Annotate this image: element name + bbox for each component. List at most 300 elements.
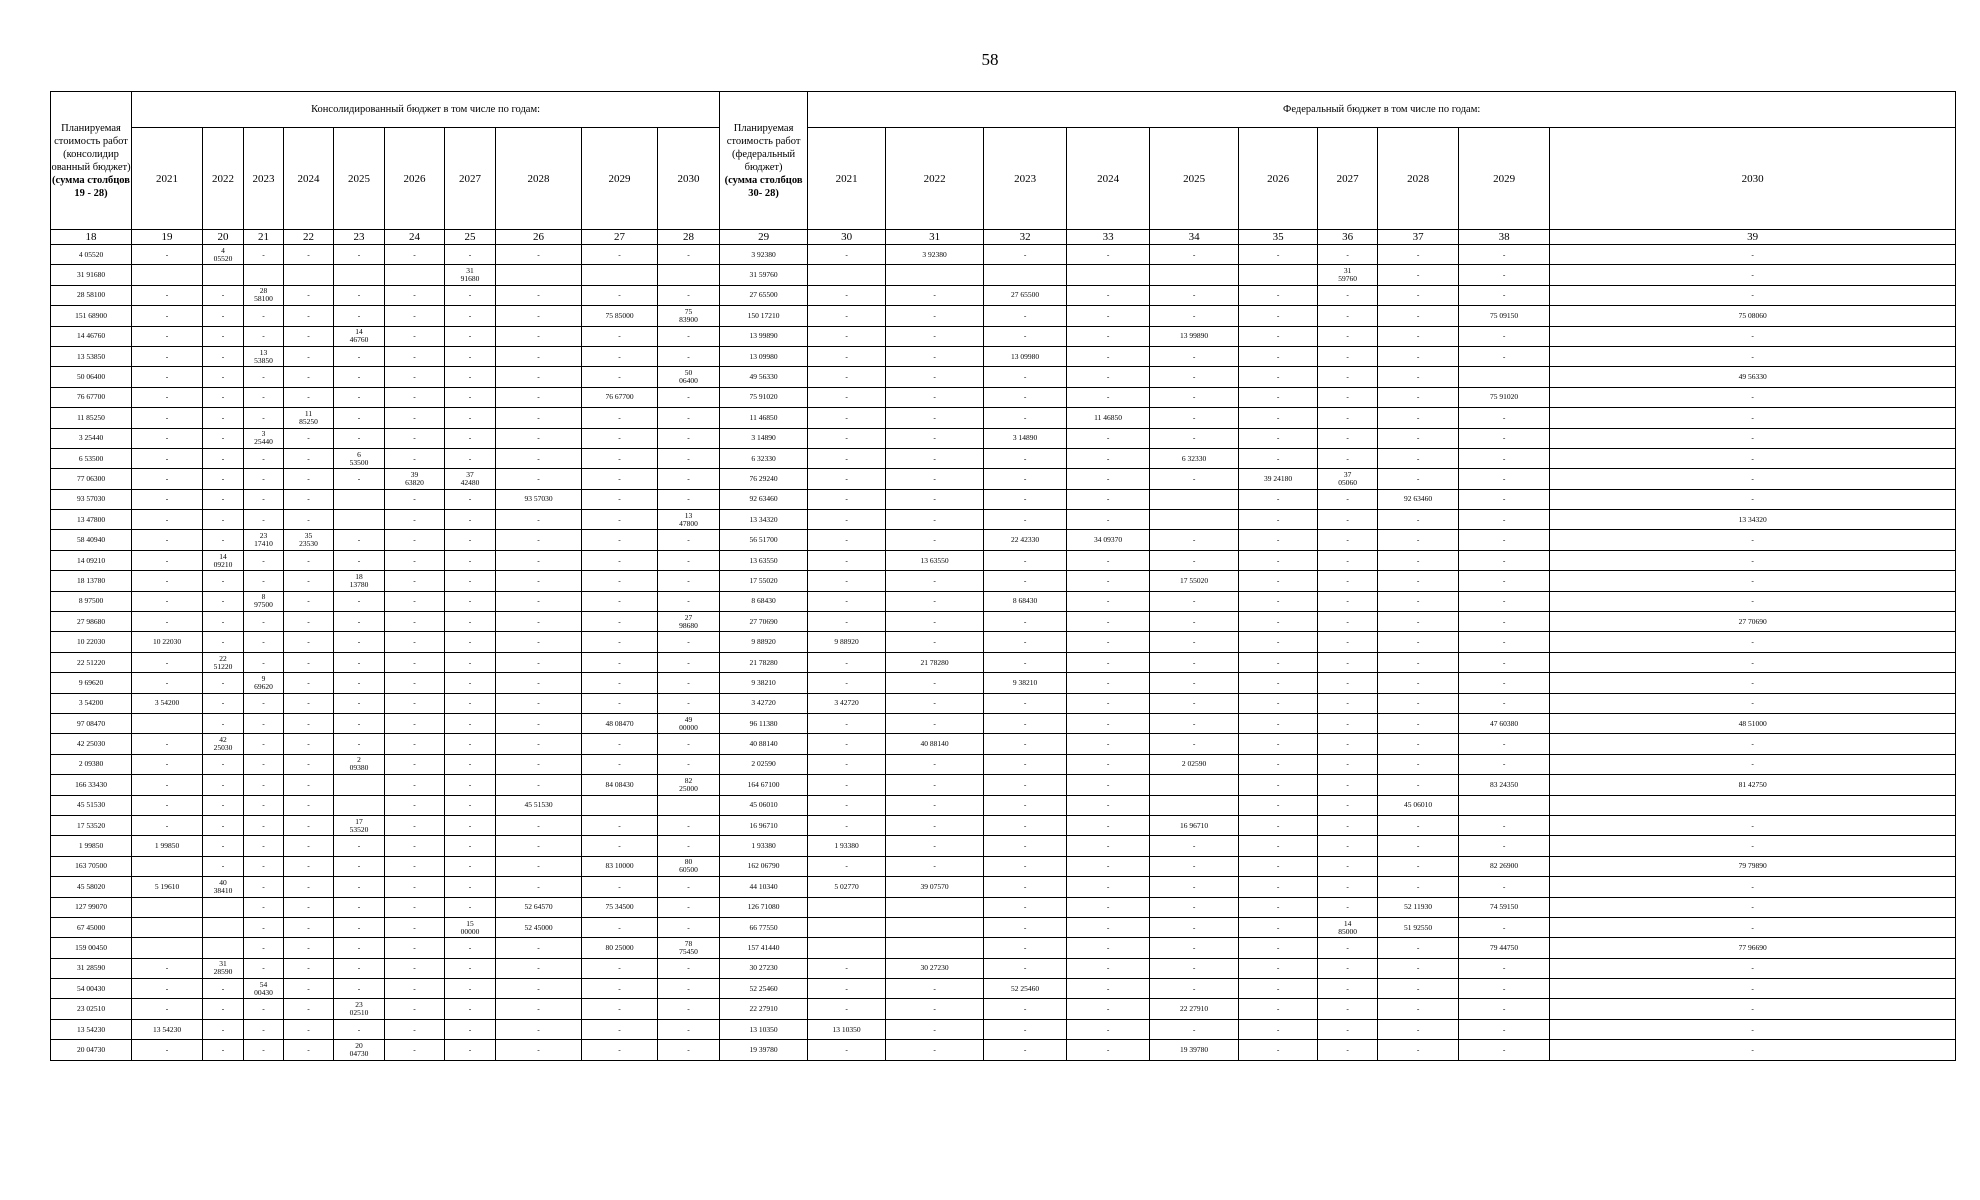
table-cell: 9 38210 — [720, 673, 808, 693]
federal-planned-sum-note: (сумма столбцов 30- 28) — [724, 174, 803, 199]
table-row — [51, 917, 1956, 937]
table-cell: - — [984, 917, 1067, 937]
table-cell: 84 08430 — [582, 775, 658, 795]
table-row — [51, 938, 1956, 958]
table-cell: - — [203, 1040, 244, 1060]
table-cell: - — [385, 612, 445, 632]
table-cell: - — [1067, 1040, 1150, 1060]
table-cell: - — [1150, 958, 1239, 978]
table-cell — [1459, 367, 1550, 387]
table-cell: - — [1378, 387, 1459, 407]
table-cell: - — [1378, 877, 1459, 897]
table-cell: - — [886, 469, 984, 489]
table-cell: - — [385, 693, 445, 713]
table-cell: - — [1378, 346, 1459, 366]
table-cell: - — [1459, 591, 1550, 611]
table-cell: - — [132, 550, 203, 570]
table-cell: - — [334, 367, 385, 387]
table-cell: - — [1550, 897, 1956, 917]
table-cell: - — [582, 999, 658, 1019]
table-cell: - — [658, 632, 720, 652]
table-cell: - — [445, 448, 496, 468]
table-cell: - — [1459, 448, 1550, 468]
table-cell: 5 19610 — [132, 877, 203, 897]
table-cell: - — [496, 877, 582, 897]
table-cell: - — [1067, 326, 1150, 346]
table-cell: - — [385, 428, 445, 448]
table-cell: - — [203, 856, 244, 876]
table-cell: 52 25460 — [984, 979, 1067, 999]
table-cell: - — [445, 387, 496, 407]
table-cell: - — [445, 938, 496, 958]
table-cell: - — [1378, 530, 1459, 550]
table-cell: - — [808, 469, 886, 489]
consolidated-year-header: 2024 — [284, 128, 334, 230]
table-cell: - — [1550, 387, 1956, 407]
table-cell: 50 06400 — [51, 367, 132, 387]
table-cell: - — [808, 387, 886, 407]
table-cell: - — [385, 1019, 445, 1039]
table-cell: 21 78280 — [720, 652, 808, 672]
table-cell: - — [1150, 408, 1239, 428]
table-cell: - — [1550, 652, 1956, 672]
table-cell: - — [984, 795, 1067, 815]
table-cell: - — [1239, 958, 1318, 978]
table-cell: - — [284, 877, 334, 897]
table-cell: - — [445, 958, 496, 978]
column-number: 38 — [1459, 230, 1550, 245]
table-cell: - — [1378, 815, 1459, 835]
table-cell: 13 54230 — [51, 1019, 132, 1039]
table-cell: - — [1550, 408, 1956, 428]
table-cell — [886, 917, 984, 937]
table-cell: - — [582, 367, 658, 387]
table-cell: - — [1239, 775, 1318, 795]
table-cell: - — [658, 326, 720, 346]
table-cell: - — [496, 652, 582, 672]
table-cell: 127 99070 — [51, 897, 132, 917]
table-cell: 162 06790 — [720, 856, 808, 876]
table-cell: - — [334, 897, 385, 917]
table-cell: - — [203, 530, 244, 550]
table-cell: - — [886, 979, 984, 999]
table-cell: 4 05520 — [203, 245, 244, 265]
table-cell: - — [1239, 917, 1318, 937]
table-cell: 30 27230 — [720, 958, 808, 978]
table-cell: - — [1318, 754, 1378, 774]
table-cell — [334, 775, 385, 795]
table-cell: - — [244, 408, 284, 428]
table-cell: - — [582, 510, 658, 530]
table-row — [51, 734, 1956, 754]
table-cell: - — [1239, 326, 1318, 346]
table-cell: - — [1239, 285, 1318, 305]
table-cell: - — [658, 673, 720, 693]
table-cell: 3 54200 — [132, 693, 203, 713]
table-cell: - — [1067, 387, 1150, 407]
table-cell: - — [334, 673, 385, 693]
table-cell: - — [385, 326, 445, 346]
table-cell: - — [385, 979, 445, 999]
table-cell: - — [1550, 550, 1956, 570]
table-cell: - — [658, 448, 720, 468]
table-cell — [284, 265, 334, 285]
table-cell: - — [1239, 836, 1318, 856]
table-cell: - — [1239, 428, 1318, 448]
table-cell: 13 47800 — [658, 510, 720, 530]
table-cell: - — [496, 999, 582, 1019]
consolidated-year-header: 2030 — [658, 128, 720, 230]
table-cell: - — [132, 734, 203, 754]
table-cell: - — [334, 836, 385, 856]
table-cell: 48 51000 — [1550, 713, 1956, 733]
table-cell: 13 10350 — [808, 1019, 886, 1039]
table-cell: - — [808, 510, 886, 530]
table-cell: - — [445, 775, 496, 795]
column-number: 39 — [1550, 230, 1956, 245]
table-cell: - — [1067, 612, 1150, 632]
table-cell — [1239, 265, 1318, 285]
table-cell: - — [808, 775, 886, 795]
table-cell: 19 39780 — [1150, 1040, 1239, 1060]
table-cell: - — [385, 856, 445, 876]
table-cell: - — [284, 999, 334, 1019]
table-cell: - — [1550, 815, 1956, 835]
column-number: 36 — [1318, 230, 1378, 245]
table-cell: - — [1239, 877, 1318, 897]
table-cell: - — [658, 1019, 720, 1039]
consolidated-planned-sum-note: (сумма столбцов 19 - 28) — [52, 174, 130, 199]
table-cell: - — [1459, 469, 1550, 489]
table-cell: - — [1067, 775, 1150, 795]
table-cell: - — [496, 673, 582, 693]
table-cell: - — [658, 285, 720, 305]
table-cell: 9 38210 — [984, 673, 1067, 693]
table-cell: - — [203, 367, 244, 387]
table-cell — [132, 856, 203, 876]
column-number: 26 — [496, 230, 582, 245]
table-cell: - — [658, 999, 720, 1019]
table-cell: - — [385, 306, 445, 326]
table-cell: - — [496, 306, 582, 326]
table-cell: - — [1150, 836, 1239, 856]
table-cell: - — [284, 734, 334, 754]
table-cell: 8 97500 — [244, 591, 284, 611]
table-cell — [582, 265, 658, 285]
table-cell: 49 56330 — [1550, 367, 1956, 387]
table-cell: 79 44750 — [1459, 938, 1550, 958]
table-cell: 92 63460 — [1378, 489, 1459, 509]
table-cell: - — [385, 999, 445, 1019]
table-cell: - — [334, 530, 385, 550]
table-cell: 15 00000 — [445, 917, 496, 937]
table-cell — [1067, 265, 1150, 285]
table-cell: - — [984, 775, 1067, 795]
table-cell: - — [445, 408, 496, 428]
table-cell: 27 70690 — [720, 612, 808, 632]
federal-year-header: 2022 — [886, 128, 984, 230]
table-cell: 40 88140 — [720, 734, 808, 754]
table-cell: - — [658, 387, 720, 407]
consolidated-year-header: 2023 — [244, 128, 284, 230]
table-cell: - — [582, 734, 658, 754]
table-cell: - — [886, 346, 984, 366]
table-cell: - — [496, 387, 582, 407]
table-cell: - — [132, 469, 203, 489]
table-body — [51, 245, 1956, 1061]
table-cell: - — [1150, 612, 1239, 632]
table-cell: 27 70690 — [1550, 612, 1956, 632]
table-cell: 6 53500 — [334, 448, 385, 468]
table-cell: 2 09380 — [334, 754, 385, 774]
table-row — [51, 285, 1956, 305]
table-cell: - — [1378, 428, 1459, 448]
table-cell: 2 02590 — [1150, 754, 1239, 774]
table-cell: - — [1239, 408, 1318, 428]
table-cell: - — [244, 326, 284, 346]
table-cell: - — [582, 530, 658, 550]
table-cell: - — [1550, 958, 1956, 978]
table-cell: - — [1318, 795, 1378, 815]
table-cell: - — [1378, 326, 1459, 346]
table-cell: - — [808, 612, 886, 632]
table-cell: - — [334, 1019, 385, 1039]
table-cell: - — [284, 632, 334, 652]
table-cell: - — [582, 632, 658, 652]
table-cell: - — [244, 938, 284, 958]
table-cell: - — [984, 550, 1067, 570]
table-cell: - — [284, 387, 334, 407]
table-cell: - — [244, 775, 284, 795]
table-cell: 11 46850 — [720, 408, 808, 428]
table-cell: - — [244, 713, 284, 733]
table-cell: - — [1378, 856, 1459, 876]
table-cell: 40 38410 — [203, 877, 244, 897]
table-cell: - — [1067, 306, 1150, 326]
table-cell: - — [244, 245, 284, 265]
table-cell: - — [244, 652, 284, 672]
table-cell: - — [132, 489, 203, 509]
table-cell: - — [244, 693, 284, 713]
table-cell: - — [886, 713, 984, 733]
table-row — [51, 856, 1956, 876]
table-cell: - — [132, 673, 203, 693]
table-row — [51, 979, 1956, 999]
table-cell: - — [385, 713, 445, 733]
table-row — [51, 877, 1956, 897]
table-cell: - — [203, 469, 244, 489]
table-cell: 45 06010 — [1378, 795, 1459, 815]
table-cell: - — [1318, 285, 1378, 305]
table-cell: - — [244, 571, 284, 591]
table-cell: 8 68430 — [720, 591, 808, 611]
table-cell: - — [886, 754, 984, 774]
table-cell: - — [203, 387, 244, 407]
table-cell — [203, 917, 244, 937]
table-cell: - — [334, 632, 385, 652]
table-cell: - — [496, 958, 582, 978]
table-cell: - — [886, 775, 984, 795]
table-cell: 48 08470 — [582, 713, 658, 733]
table-cell: - — [886, 428, 984, 448]
table-cell: - — [1067, 346, 1150, 366]
column-number: 21 — [244, 230, 284, 245]
table-cell: 83 10000 — [582, 856, 658, 876]
table-row — [51, 673, 1956, 693]
table-cell: - — [582, 979, 658, 999]
table-cell: - — [984, 652, 1067, 672]
table-cell: - — [445, 836, 496, 856]
table-cell: - — [496, 775, 582, 795]
federal-group-header: Федеральный бюджет в том числе по годам: — [808, 92, 1956, 128]
table-cell: - — [132, 958, 203, 978]
table-cell: - — [984, 836, 1067, 856]
table-cell: - — [496, 448, 582, 468]
table-cell: - — [1067, 285, 1150, 305]
table-cell: - — [984, 387, 1067, 407]
table-cell: - — [1318, 387, 1378, 407]
table-cell: 27 65500 — [984, 285, 1067, 305]
table-cell: - — [496, 856, 582, 876]
table-cell: - — [1318, 979, 1378, 999]
table-cell: - — [582, 448, 658, 468]
table-cell: - — [1550, 917, 1956, 937]
table-cell: 28 58100 — [244, 285, 284, 305]
table-cell: - — [1318, 815, 1378, 835]
table-cell: - — [1318, 591, 1378, 611]
table-cell: - — [203, 285, 244, 305]
table-cell: - — [334, 693, 385, 713]
table-cell: - — [1150, 346, 1239, 366]
table-cell — [1459, 795, 1550, 815]
table-cell: - — [1459, 326, 1550, 346]
table-cell: - — [1239, 387, 1318, 407]
table-cell: - — [244, 550, 284, 570]
table-cell: 75 83900 — [658, 306, 720, 326]
table-cell: - — [385, 734, 445, 754]
table-cell: - — [1150, 713, 1239, 733]
table-cell: - — [244, 877, 284, 897]
table-cell: - — [1239, 673, 1318, 693]
table-cell: 17 53520 — [51, 815, 132, 835]
table-cell: - — [1239, 1019, 1318, 1039]
table-cell: - — [808, 958, 886, 978]
table-row — [51, 958, 1956, 978]
table-row — [51, 306, 1956, 326]
table-cell: - — [132, 285, 203, 305]
table-cell: - — [1067, 938, 1150, 958]
table-cell: - — [1378, 306, 1459, 326]
table-cell: - — [132, 815, 203, 835]
table-cell: - — [1550, 591, 1956, 611]
table-cell: - — [1550, 448, 1956, 468]
table-cell: - — [1459, 265, 1550, 285]
table-cell: - — [1378, 1040, 1459, 1060]
table-cell: - — [984, 897, 1067, 917]
table-cell: - — [284, 693, 334, 713]
budget-table — [50, 91, 1956, 1061]
table-cell: 80 25000 — [582, 938, 658, 958]
table-cell: - — [984, 632, 1067, 652]
table-cell: - — [132, 448, 203, 468]
table-cell: - — [385, 897, 445, 917]
table-cell: - — [203, 775, 244, 795]
table-cell: - — [203, 571, 244, 591]
table-cell: - — [984, 856, 1067, 876]
table-cell: 34 09370 — [1067, 530, 1150, 550]
table-cell: - — [886, 387, 984, 407]
federal-year-header: 2026 — [1239, 128, 1318, 230]
table-cell: - — [385, 877, 445, 897]
table-cell: 159 00450 — [51, 938, 132, 958]
table-cell: 52 11930 — [1378, 897, 1459, 917]
table-cell: - — [445, 999, 496, 1019]
table-cell: - — [1318, 571, 1378, 591]
table-cell: 20 04730 — [51, 1040, 132, 1060]
table-cell: - — [1067, 917, 1150, 937]
table-row — [51, 897, 1956, 917]
table-cell: - — [1239, 612, 1318, 632]
table-cell: - — [132, 652, 203, 672]
table-cell: - — [658, 469, 720, 489]
table-cell: 52 45000 — [496, 917, 582, 937]
table-cell: - — [1067, 632, 1150, 652]
table-cell: - — [132, 408, 203, 428]
table-cell — [203, 897, 244, 917]
table-cell: - — [1378, 938, 1459, 958]
table-cell: 22 51220 — [51, 652, 132, 672]
table-cell: 31 91680 — [445, 265, 496, 285]
table-cell: - — [496, 979, 582, 999]
table-cell: - — [203, 836, 244, 856]
table-cell: - — [1550, 571, 1956, 591]
consolidated-year-header: 2025 — [334, 128, 385, 230]
table-cell: - — [1067, 245, 1150, 265]
table-row — [51, 999, 1956, 1019]
table-cell: - — [1318, 775, 1378, 795]
table-cell: - — [334, 428, 385, 448]
table-cell: - — [244, 815, 284, 835]
table-cell: 75 91020 — [720, 387, 808, 407]
table-cell: - — [1459, 917, 1550, 937]
column-number-row — [51, 230, 1956, 245]
table-cell: - — [1459, 530, 1550, 550]
table-cell: - — [1239, 856, 1318, 876]
table-cell: - — [808, 591, 886, 611]
table-cell: - — [582, 836, 658, 856]
table-cell: - — [1318, 938, 1378, 958]
table-cell: - — [582, 612, 658, 632]
table-cell: 14 46760 — [51, 326, 132, 346]
table-cell: - — [385, 387, 445, 407]
table-cell: - — [244, 448, 284, 468]
table-cell — [582, 795, 658, 815]
table-cell: - — [1459, 632, 1550, 652]
table-cell: - — [132, 754, 203, 774]
table-cell: - — [496, 632, 582, 652]
consolidated-year-header: 2029 — [582, 128, 658, 230]
table-cell — [886, 938, 984, 958]
table-cell: - — [496, 938, 582, 958]
table-cell: - — [582, 1040, 658, 1060]
table-cell: - — [1459, 999, 1550, 1019]
table-cell: 54 00430 — [244, 979, 284, 999]
table-cell: - — [1150, 428, 1239, 448]
table-cell: 82 25000 — [658, 775, 720, 795]
table-cell: - — [1378, 693, 1459, 713]
table-cell: - — [132, 510, 203, 530]
table-cell: - — [244, 999, 284, 1019]
